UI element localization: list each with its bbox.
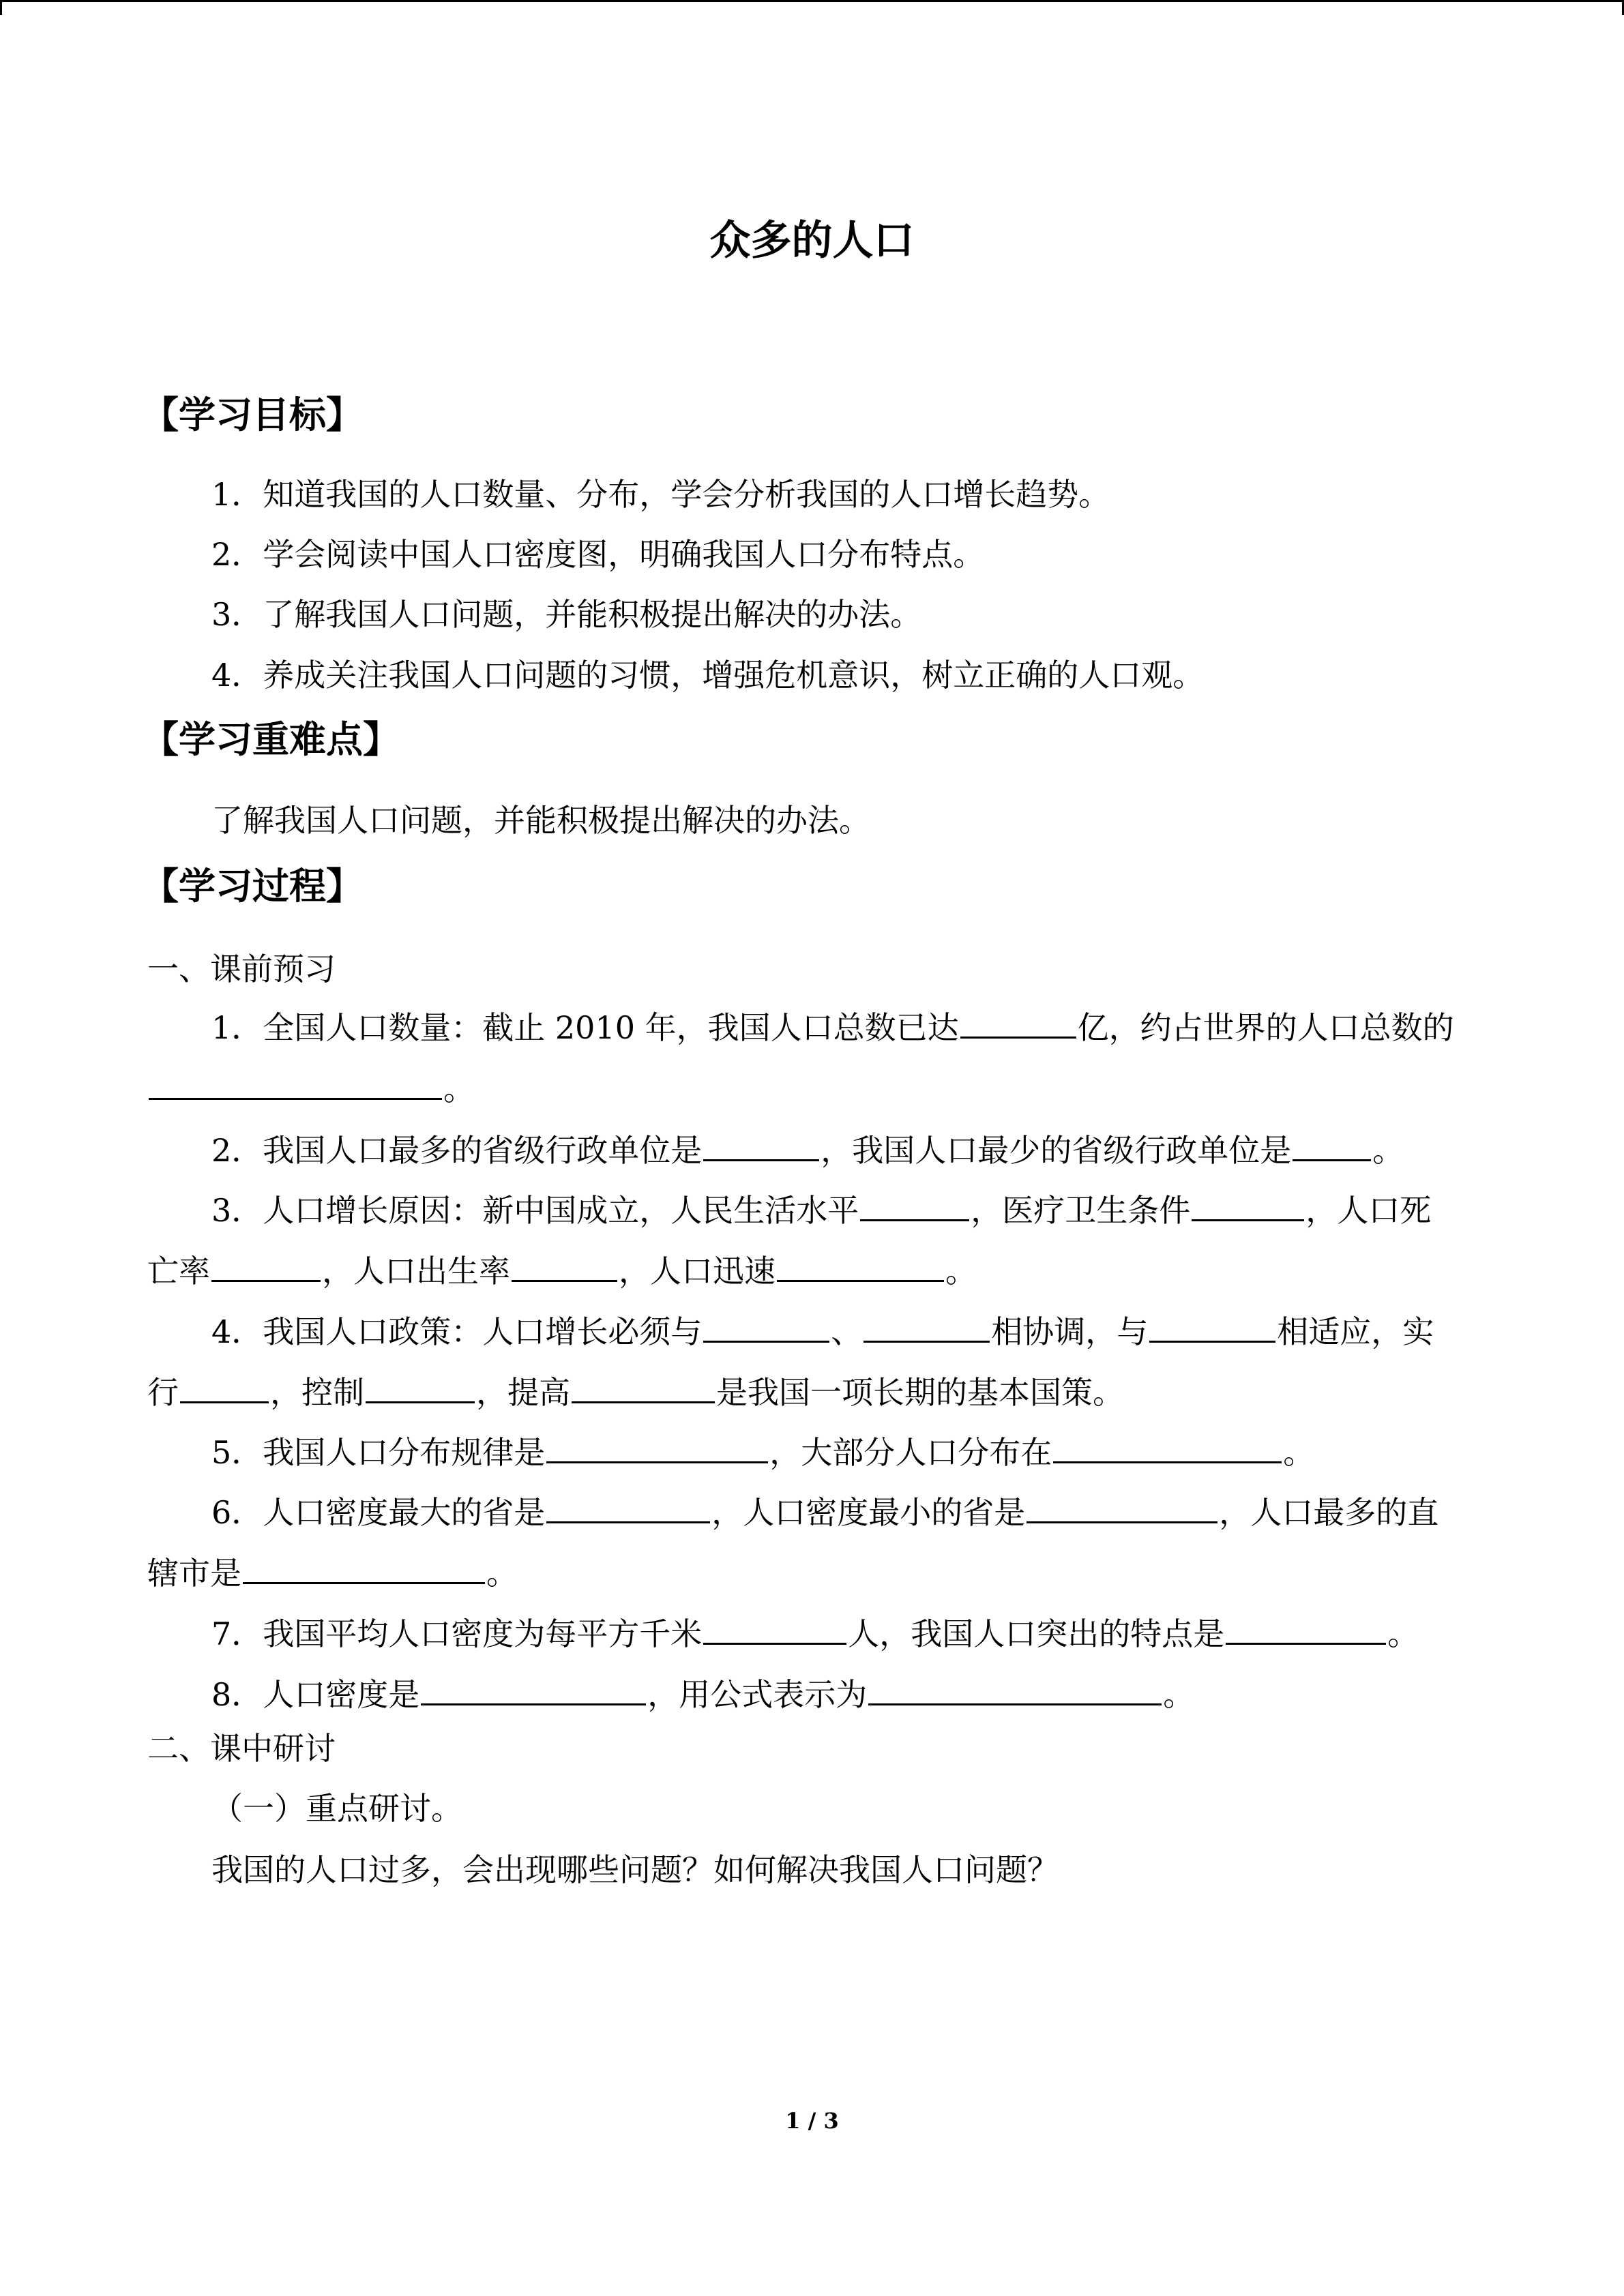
q4-blank-6[interactable]: [572, 1369, 715, 1403]
question-2: [211, 1127, 1404, 1174]
q5-text-c: 。: [1283, 1434, 1315, 1471]
q4-text-g: ，提高: [476, 1374, 570, 1411]
q5-blank-1[interactable]: [546, 1429, 768, 1463]
question-7: [211, 1610, 1419, 1658]
question-4-line-1: [211, 1308, 1434, 1356]
q4-blank-1[interactable]: [703, 1308, 829, 1343]
question-1-line-1: [211, 1004, 1454, 1052]
q3-text-a: 3．人口增长原因：新中国成立，人民生活水平: [211, 1192, 859, 1229]
q7-text-b: 人，我国人口突出的特点是: [848, 1615, 1225, 1652]
corner-mark-left: [0, 0, 2, 15]
q4-blank-2[interactable]: [863, 1308, 990, 1343]
q6-text-b: ，人口密度最小的省是: [711, 1494, 1026, 1531]
q8-text-a: 8．人口密度是: [211, 1676, 420, 1713]
q1-text-a: 1．全国人口数量：截止 2010 年，我国人口总数已达: [211, 1009, 959, 1046]
question-3-line-1: [211, 1187, 1431, 1234]
q6-text-e: 。: [486, 1555, 518, 1592]
goal-item-3: 3．了解我国人口问题，并能积极提出解决的办法。: [211, 596, 922, 633]
q2-text-a: 2．我国人口最多的省级行政单位是: [211, 1132, 703, 1169]
q3-blank-5[interactable]: [777, 1247, 944, 1282]
q3-text-f: ，人口迅速: [619, 1253, 776, 1289]
q2-text-b: ，我国人口最少的省级行政单位是: [821, 1132, 1292, 1169]
q7-text-c: 。: [1387, 1615, 1419, 1652]
q8-blank-2[interactable]: [868, 1671, 1162, 1705]
q8-text-c: 。: [1163, 1676, 1195, 1713]
q6-blank-1[interactable]: [546, 1489, 710, 1523]
question-4-line-2: [147, 1369, 1124, 1416]
q4-text-e: 行: [147, 1374, 179, 1411]
q3-text-c: ，人口死: [1305, 1192, 1432, 1229]
q2-blank-2[interactable]: [1293, 1127, 1371, 1161]
q3-text-d: 亡率: [147, 1253, 210, 1289]
q4-text-a: 4．我国人口政策：人口增长必须与: [211, 1313, 703, 1350]
page-title: 众多的人口: [709, 217, 915, 265]
q5-text-a: 5．我国人口分布规律是: [211, 1434, 546, 1471]
top-border: [0, 0, 1624, 2]
q6-blank-3[interactable]: [243, 1549, 485, 1584]
part2-title: 二、课中研讨: [147, 1730, 336, 1767]
q1-blank-2[interactable]: [149, 1065, 442, 1100]
question-5: [211, 1429, 1314, 1476]
process-heading: 【学习过程】: [142, 864, 363, 908]
q4-text-h: 是我国一项长期的基本国策。: [716, 1374, 1124, 1411]
q7-text-a: 7．我国平均人口密度为每平方千米: [211, 1615, 703, 1652]
part2-question: 我国的人口过多，会出现哪些问题？如何解决我国人口问题？: [211, 1851, 1059, 1888]
q4-blank-5[interactable]: [366, 1369, 475, 1403]
q6-text-a: 6．人口密度最大的省是: [211, 1494, 546, 1531]
q8-blank-1[interactable]: [421, 1671, 646, 1705]
q3-blank-4[interactable]: [512, 1247, 617, 1282]
q3-blank-3[interactable]: [211, 1247, 321, 1282]
q4-text-b: 、: [831, 1313, 863, 1350]
question-6-line-1: [211, 1489, 1438, 1536]
q4-blank-3[interactable]: [1149, 1308, 1275, 1343]
q4-text-d: 相适应，实: [1277, 1313, 1434, 1350]
page-number: 1 / 3: [785, 2108, 839, 2134]
part2-subtitle: （一）重点研讨。: [211, 1790, 462, 1827]
goal-item-2: 2．学会阅读中国人口密度图，明确我国人口分布特点。: [211, 536, 985, 573]
q7-blank-1[interactable]: [703, 1610, 846, 1645]
key-points-heading: 【学习重难点】: [142, 717, 400, 761]
q3-text-b: ，医疗卫生条件: [971, 1192, 1191, 1229]
q3-blank-1[interactable]: [860, 1187, 969, 1221]
q3-text-g: 。: [945, 1253, 977, 1289]
q1-text-b: 亿，约占世界的人口总数的: [1077, 1009, 1454, 1046]
q1-blank-1[interactable]: [960, 1004, 1076, 1039]
q4-text-f: ，控制: [270, 1374, 364, 1411]
goals-heading: 【学习目标】: [142, 393, 363, 436]
part1-title: 一、课前预习: [147, 951, 336, 987]
key-points-text: 了解我国人口问题，并能积极提出解决的办法。: [211, 802, 870, 839]
q6-text-c: ，人口最多的直: [1219, 1494, 1439, 1531]
q4-blank-4[interactable]: [180, 1369, 269, 1403]
question-8: [211, 1671, 1194, 1718]
q3-blank-2[interactable]: [1192, 1187, 1304, 1221]
q7-blank-2[interactable]: [1226, 1610, 1386, 1645]
q6-text-d: 辖市是: [147, 1555, 241, 1592]
question-6-line-2: [147, 1549, 518, 1597]
goal-item-4: 4．养成关注我国人口问题的习惯，增强危机意识，树立正确的人口观。: [211, 657, 1205, 694]
q2-text-c: 。: [1372, 1132, 1404, 1169]
q4-text-c: 相协调，与: [991, 1313, 1149, 1350]
q3-text-e: ，人口出生率: [322, 1253, 510, 1289]
question-3-line-2: [147, 1247, 977, 1295]
question-1-line-2: [147, 1065, 475, 1113]
q6-blank-2[interactable]: [1027, 1489, 1217, 1523]
q5-text-b: ，大部分人口分布在: [769, 1434, 1052, 1471]
goal-item-1: 1．知道我国的人口数量、分布，学会分析我国的人口增长趋势。: [211, 476, 1110, 513]
q2-blank-1[interactable]: [703, 1127, 819, 1161]
q8-text-b: ，用公式表示为: [647, 1676, 868, 1713]
q5-blank-2[interactable]: [1053, 1429, 1282, 1463]
q1-text-c: 。: [443, 1071, 475, 1107]
